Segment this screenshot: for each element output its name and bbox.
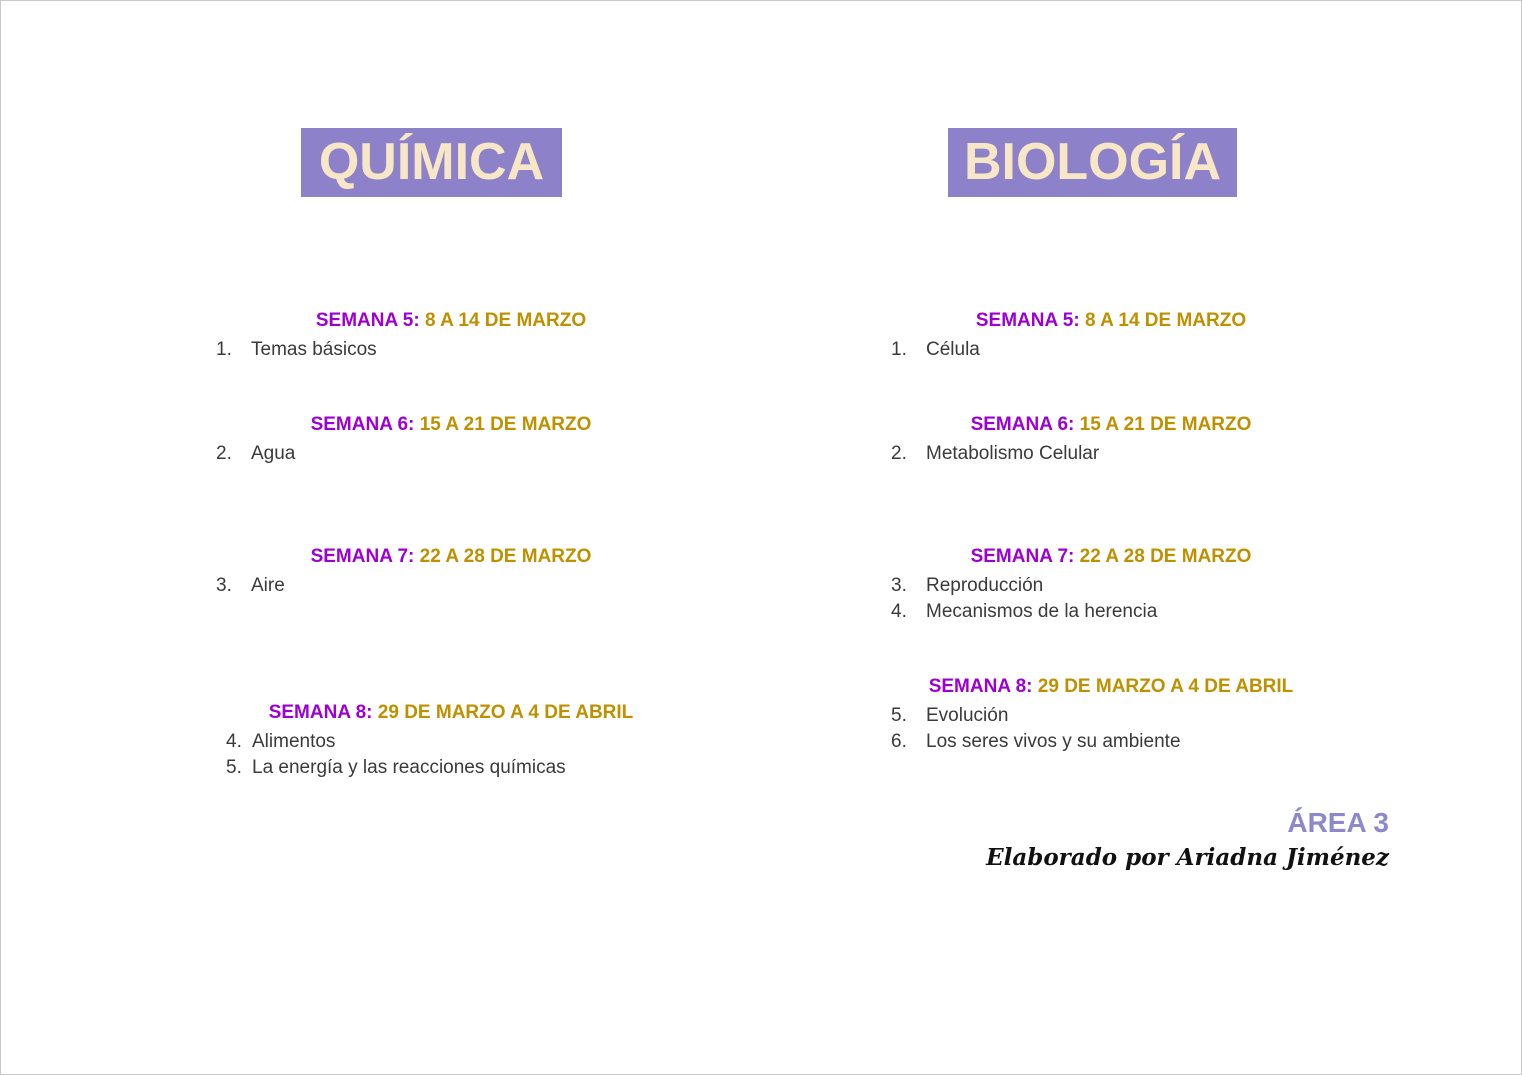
topic-text: Célula: [926, 339, 980, 360]
section-biologia-semana-6: [811, 413, 1411, 467]
week-label: SEMANA 7:: [310, 546, 415, 567]
topic-item: [151, 573, 751, 599]
week-label: SEMANA 5:: [975, 310, 1080, 331]
topic-number: 1.: [891, 339, 907, 360]
section-heading: [811, 413, 1411, 437]
section-quimica-semana-6: [151, 413, 751, 467]
section-biologia-semana-8: [811, 675, 1411, 755]
week-label: SEMANA 5:: [315, 310, 420, 331]
topic-text: Agua: [251, 443, 296, 464]
week-label: SEMANA 8:: [268, 702, 373, 723]
topic-text: Mecanismos de la herencia: [926, 601, 1158, 622]
topic-number: 1.: [216, 339, 232, 360]
topic-item: [151, 729, 751, 755]
section-heading: [811, 309, 1411, 333]
topic-list: [151, 729, 751, 781]
topic-item: [151, 441, 751, 467]
section-heading: [811, 675, 1411, 699]
topic-text: La energía y las reacciones químicas: [252, 757, 566, 778]
topic-item: [811, 441, 1411, 467]
section-quimica-semana-5: [151, 309, 751, 363]
topic-list: [151, 573, 751, 599]
topic-number: 5.: [226, 757, 242, 778]
topic-item: [151, 337, 751, 363]
topic-number: 3.: [216, 575, 232, 596]
topic-list: [811, 703, 1411, 755]
date-label: 8 A 14 DE MARZO: [1084, 310, 1247, 331]
topic-item: [151, 755, 751, 781]
topic-number: 6.: [891, 731, 907, 752]
week-label: SEMANA 6:: [970, 414, 1075, 435]
date-label: 29 DE MARZO A 4 DE ABRIL: [1037, 676, 1294, 697]
date-label: 15 A 21 DE MARZO: [1079, 414, 1252, 435]
section-quimica-semana-7: [151, 545, 751, 599]
topic-text: Metabolismo Celular: [926, 443, 1100, 464]
title-banner-biologia: BIOLOGÍA: [948, 128, 1237, 197]
week-label: SEMANA 6:: [310, 414, 415, 435]
topic-number: 2.: [216, 443, 232, 464]
topic-number: 4.: [891, 601, 907, 622]
topic-list: [151, 337, 751, 363]
date-label: 29 DE MARZO A 4 DE ABRIL: [377, 702, 634, 723]
topic-number: 3.: [891, 575, 907, 596]
week-label: SEMANA 7:: [970, 546, 1075, 567]
topic-item: [811, 599, 1411, 625]
topic-text: Evolución: [926, 705, 1009, 726]
topic-item: [811, 703, 1411, 729]
topic-list: [811, 573, 1411, 625]
topic-list: [811, 441, 1411, 467]
section-heading: [151, 309, 751, 333]
topic-text: Aire: [251, 575, 285, 596]
credit-line: Elaborado por Ariadna Jiménez: [986, 844, 1389, 871]
section-quimica-semana-8: [151, 701, 751, 781]
topic-item: [811, 337, 1411, 363]
date-label: 22 A 28 DE MARZO: [419, 546, 592, 567]
footer: [986, 807, 1389, 871]
topic-text: Temas básicos: [251, 339, 377, 360]
topic-number: 2.: [891, 443, 907, 464]
section-heading: [151, 701, 751, 725]
area-label: ÁREA 3: [1287, 807, 1389, 838]
date-label: 8 A 14 DE MARZO: [424, 310, 587, 331]
topic-text: Reproducción: [926, 575, 1044, 596]
topic-list: [151, 441, 751, 467]
section-heading: [151, 413, 751, 437]
section-biologia-semana-7: [811, 545, 1411, 625]
topic-text: Los seres vivos y su ambiente: [926, 731, 1181, 752]
section-heading: [151, 545, 751, 569]
topic-item: [811, 729, 1411, 755]
week-label: SEMANA 8:: [928, 676, 1033, 697]
topic-number: 4.: [226, 731, 242, 752]
date-label: 22 A 28 DE MARZO: [1079, 546, 1252, 567]
date-label: 15 A 21 DE MARZO: [419, 414, 592, 435]
topic-item: [811, 573, 1411, 599]
section-biologia-semana-5: [811, 309, 1411, 363]
topic-text: Alimentos: [252, 731, 336, 752]
topic-list: [811, 337, 1411, 363]
section-heading: [811, 545, 1411, 569]
topic-number: 5.: [891, 705, 907, 726]
title-banner-quimica: QUÍMICA: [301, 128, 562, 197]
